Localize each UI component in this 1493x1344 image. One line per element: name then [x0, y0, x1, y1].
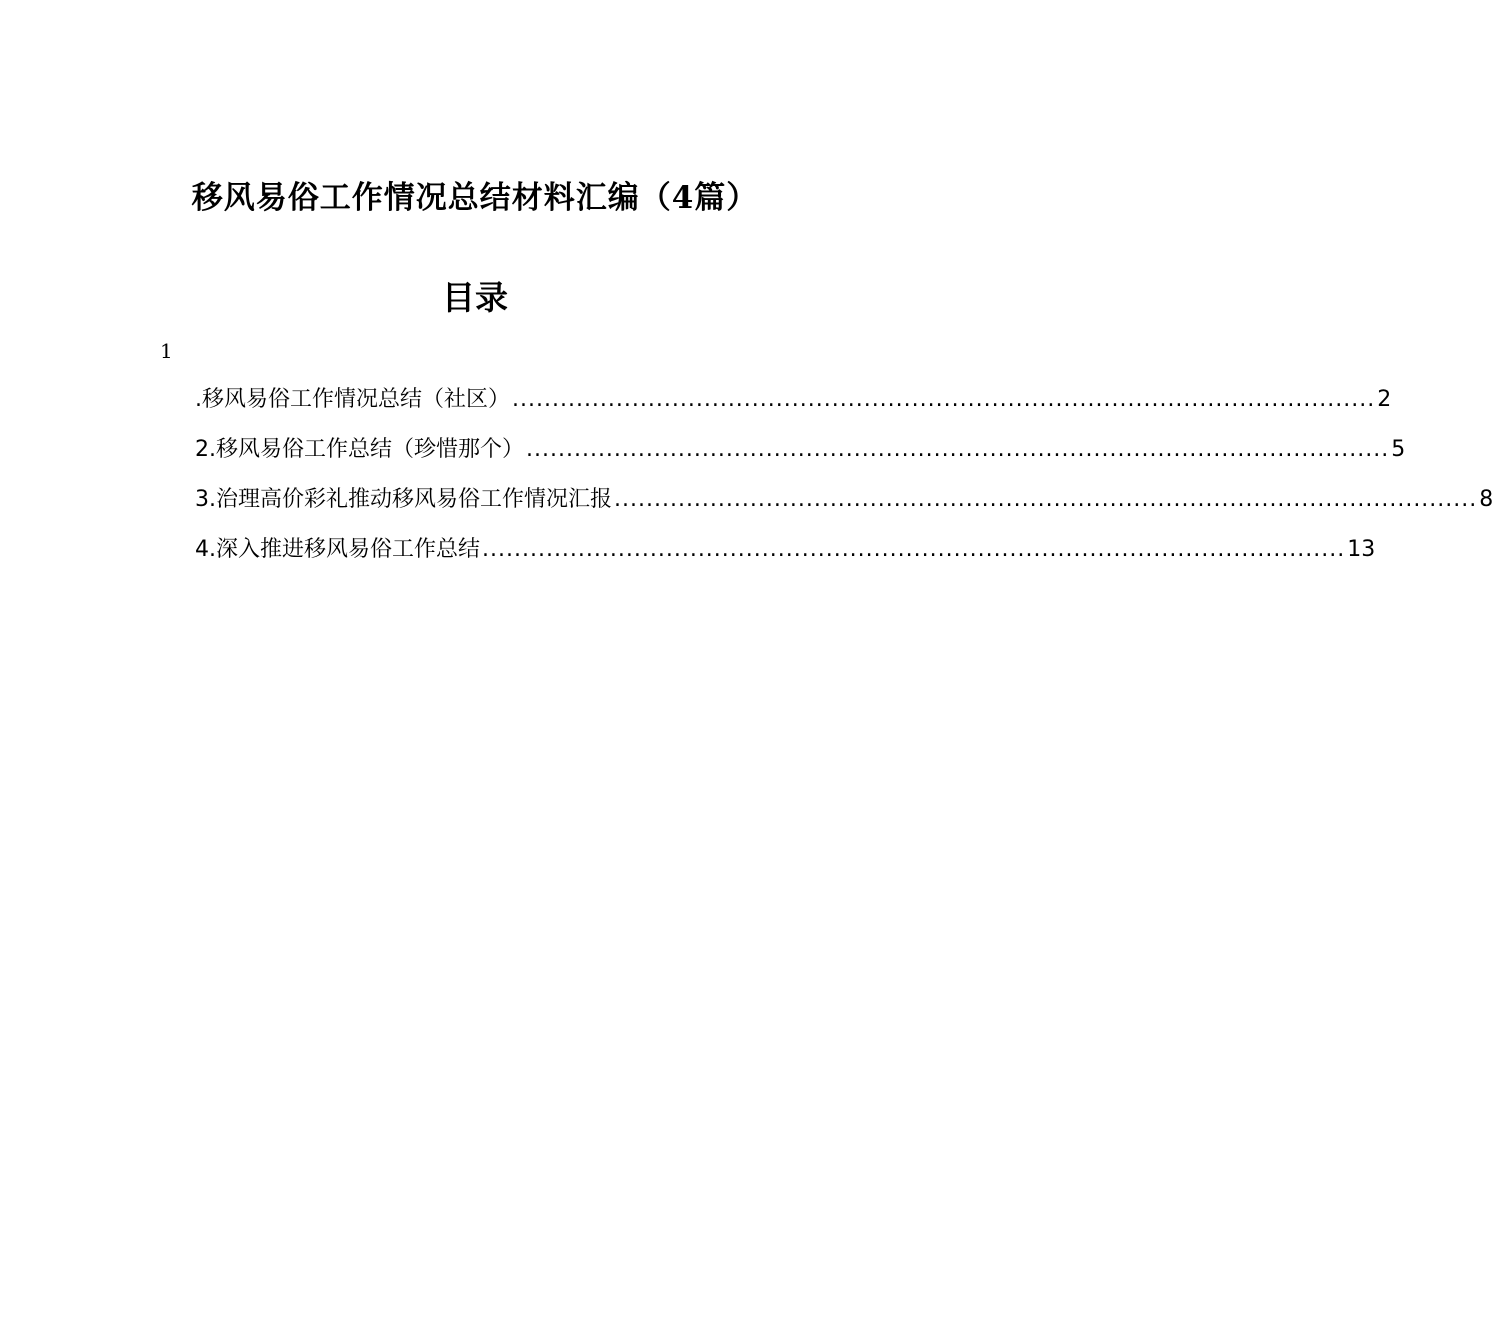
toc-dot-leader: ............................................................................................................ — [614, 487, 1478, 512]
stray-number: 1 — [160, 339, 173, 363]
toc-page-number: 13 — [1347, 537, 1376, 562]
toc-entry-text: 2.移风易俗工作总结（珍惜那个） — [195, 437, 524, 462]
toc-page-number: 2 — [1377, 387, 1392, 412]
document-title: 移风易俗工作情况总结材料汇编（4篇） — [191, 180, 759, 216]
toc-heading: 目录 — [442, 278, 508, 317]
toc-dot-leader: ............................................................................................................ — [482, 537, 1346, 562]
toc-page-number: 8 — [1479, 487, 1493, 512]
toc-entry-3[interactable] — [195, 480, 1493, 530]
toc-entry-1[interactable] — [195, 380, 1392, 430]
toc-entry-text: .移风易俗工作情况总结（社区） — [195, 387, 510, 412]
toc-page-number: 5 — [1391, 437, 1406, 462]
toc-entry-4[interactable] — [195, 530, 1376, 580]
toc-entry-text: 3.治理高价彩礼推动移风易俗工作情况汇报 — [195, 487, 612, 512]
toc-dot-leader: ............................................................................................................ — [526, 437, 1390, 462]
toc-dot-leader: ............................................................................................................ — [512, 387, 1376, 412]
table-of-contents — [195, 380, 1493, 580]
toc-entry-2[interactable] — [195, 430, 1406, 480]
toc-entry-text: 4.深入推进移风易俗工作总结 — [195, 537, 480, 562]
